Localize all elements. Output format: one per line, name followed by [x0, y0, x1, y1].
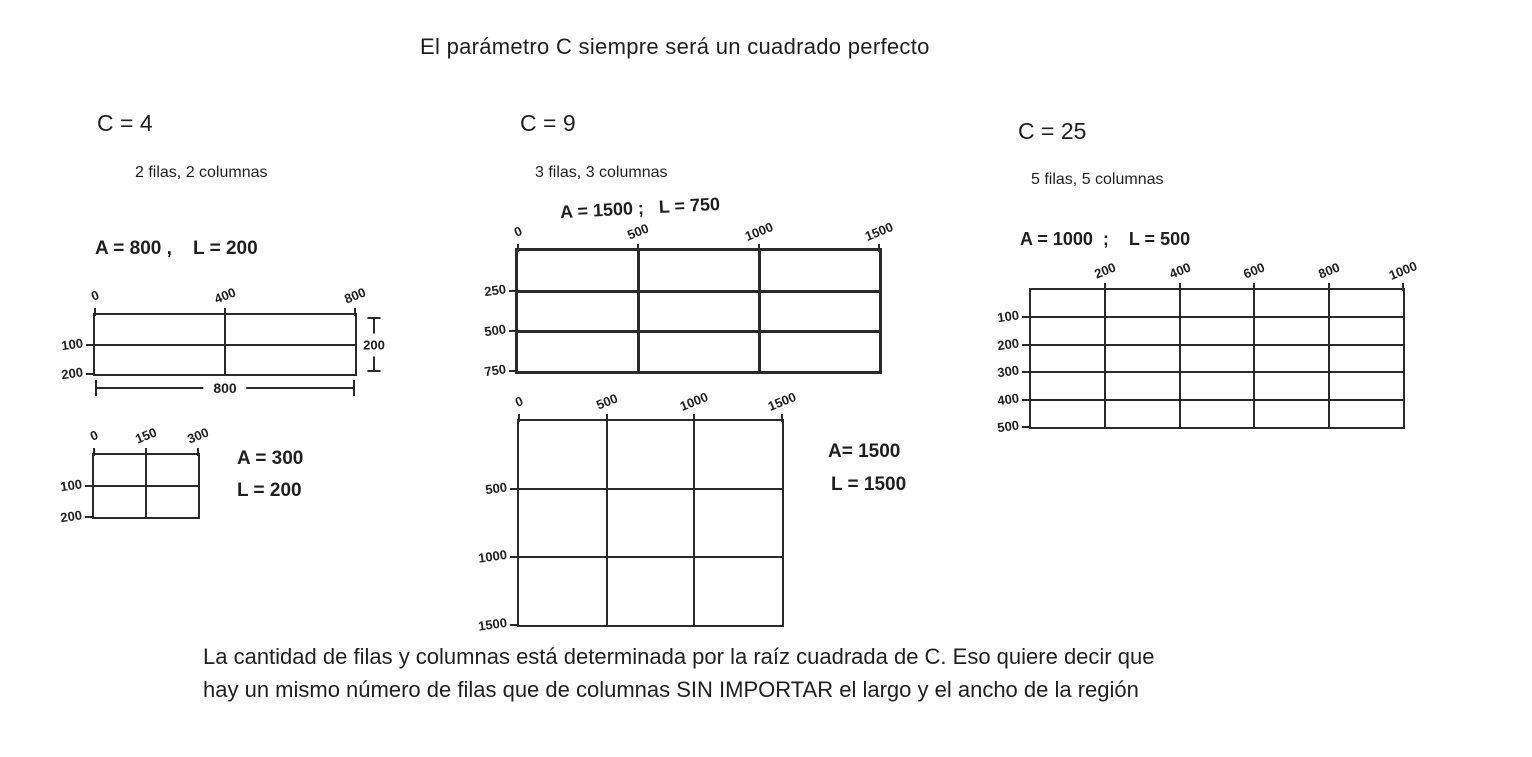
x-axis-label: 800 [1315, 259, 1342, 282]
grid-c4-main [60, 284, 385, 396]
x-axis-label: 400 [212, 284, 238, 307]
x-axis-label: 150 [133, 424, 159, 447]
y-axis-label: 400 [996, 389, 1020, 408]
grid-c9-square-length-label: L = 1500 [831, 474, 907, 495]
x-axis-tick [93, 448, 95, 456]
y-axis-tick [86, 373, 95, 375]
dimension-cap-right [353, 380, 355, 396]
y-axis-label: 250 [483, 281, 507, 300]
y-axis-label: 1000 [477, 546, 508, 566]
grid-column-line [1179, 290, 1181, 427]
grid-row-line [1031, 371, 1403, 373]
y-axis-tick [86, 344, 95, 346]
grid-column-line [758, 251, 761, 371]
y-axis-label: 200 [60, 364, 84, 383]
y-axis-tick [510, 556, 519, 558]
x-axis-label: 0 [87, 427, 101, 444]
x-axis-label: 1500 [862, 219, 896, 244]
grid-column-line [637, 251, 640, 371]
x-axis-label: 500 [625, 220, 652, 243]
width-dimension-marker [95, 380, 355, 396]
y-axis-label: 1500 [477, 614, 508, 634]
y-axis-label: 500 [483, 321, 507, 340]
grid-c25 [996, 258, 1420, 436]
footer-note-line2: hay un mismo número de filas que de columnas SIN IMPORTAR el largo y el ancho de la región [203, 677, 1139, 702]
x-axis-tick [637, 244, 639, 252]
y-axis-tick [1022, 426, 1031, 428]
y-axis-label: 100 [59, 476, 83, 495]
y-axis-label: 300 [996, 362, 1020, 381]
x-axis-label: 1500 [765, 389, 799, 414]
grid-column-line [1253, 290, 1255, 427]
grid-column-line [1328, 290, 1330, 427]
grid-row-line [94, 485, 198, 487]
grid-c9-wide [483, 219, 896, 380]
grid-row-line [1031, 399, 1403, 401]
section-c25-subheading: 5 filas, 5 columnas [1031, 171, 1164, 188]
x-axis-tick [1179, 283, 1181, 291]
grid-c9-square [477, 389, 799, 634]
x-axis-label: 1000 [1386, 258, 1420, 283]
page-title: El parámetro C siempre será un cuadrado perfecto [420, 34, 930, 59]
grid-column-line [693, 421, 695, 625]
grid-c9-square-area-label: A= 1500 [828, 441, 901, 462]
height-dimension-marker [364, 315, 384, 374]
section-c4-subheading: 2 filas, 2 columnas [135, 164, 268, 181]
grid-row-line [519, 556, 782, 558]
grid-c4-small [59, 424, 211, 526]
grid-row-line [1031, 344, 1403, 346]
y-axis-tick [510, 488, 519, 490]
grid-row-line [1031, 316, 1403, 318]
grid-c4-small-length-label: L = 200 [237, 480, 302, 501]
x-axis-tick [224, 308, 226, 316]
x-axis-label: 600 [1241, 259, 1268, 282]
y-axis-label: 500 [996, 417, 1020, 436]
grid-column-line [1104, 290, 1106, 427]
width-dimension-value: 800 [203, 380, 246, 396]
y-axis-label: 100 [60, 334, 84, 353]
section-c9-heading: C = 9 [520, 110, 576, 136]
x-axis-tick [758, 244, 760, 252]
grid-column-line [606, 421, 608, 625]
x-axis-tick [517, 244, 519, 252]
x-axis-tick [197, 448, 199, 456]
x-axis-label: 1000 [678, 389, 711, 414]
y-axis-label: 100 [996, 307, 1020, 326]
grid-row-line [518, 290, 879, 293]
x-axis-label: 400 [1166, 259, 1193, 282]
section-c4-params: A = 800 , L = 200 [95, 238, 258, 259]
y-axis-tick [85, 516, 94, 518]
section-c25-heading: C = 25 [1018, 118, 1087, 144]
height-dimension-value: 200 [363, 333, 385, 356]
grid-row-line [519, 488, 782, 490]
x-axis-tick [1402, 283, 1404, 291]
y-axis-label: 200 [996, 335, 1020, 353]
y-axis-tick [85, 485, 94, 487]
y-axis-tick [1022, 371, 1031, 373]
x-axis-label: 1000 [742, 219, 775, 244]
section-c9-params: A = 1500 ; L = 750 [559, 193, 721, 223]
x-axis-tick [518, 414, 520, 422]
x-axis-tick [1253, 283, 1255, 291]
x-axis-label: 300 [185, 424, 211, 447]
grid-row-line [518, 330, 879, 333]
x-axis-tick [145, 448, 147, 456]
x-axis-label: 0 [88, 287, 102, 304]
grid-row-line [95, 344, 355, 346]
y-axis-tick [509, 290, 518, 292]
x-axis-label: 800 [342, 284, 368, 307]
y-axis-label: 750 [483, 361, 507, 380]
x-axis-tick [1104, 283, 1106, 291]
y-axis-label: 500 [484, 479, 508, 498]
x-axis-tick [1328, 283, 1330, 291]
y-axis-tick [510, 624, 519, 626]
grid-c4-small-area-label: A = 300 [237, 448, 304, 469]
x-axis-tick [606, 414, 608, 422]
section-c25-params: A = 1000 ; L = 500 [1020, 229, 1191, 249]
y-axis-tick [509, 330, 518, 332]
y-axis-label: 200 [59, 507, 83, 526]
x-axis-tick [94, 308, 96, 316]
y-axis-tick [509, 370, 518, 372]
x-axis-label: 0 [512, 393, 526, 410]
dimension-cap-bottom [368, 370, 381, 372]
x-axis-tick [354, 308, 356, 316]
section-c9-subheading: 3 filas, 3 columnas [535, 164, 668, 181]
x-axis-tick [693, 414, 695, 422]
x-axis-label: 200 [1092, 259, 1119, 282]
x-axis-label: 500 [593, 390, 620, 413]
y-axis-tick [1022, 316, 1031, 318]
x-axis-tick [878, 244, 880, 252]
x-axis-tick [781, 414, 783, 422]
section-c4-heading: C = 4 [97, 110, 153, 136]
x-axis-label: 0 [511, 223, 525, 240]
footer-note-line1: La cantidad de filas y columnas está determinada por la raíz cuadrada de C. Eso quiere decir que [203, 644, 1155, 669]
y-axis-tick [1022, 344, 1031, 346]
y-axis-tick [1022, 399, 1031, 401]
